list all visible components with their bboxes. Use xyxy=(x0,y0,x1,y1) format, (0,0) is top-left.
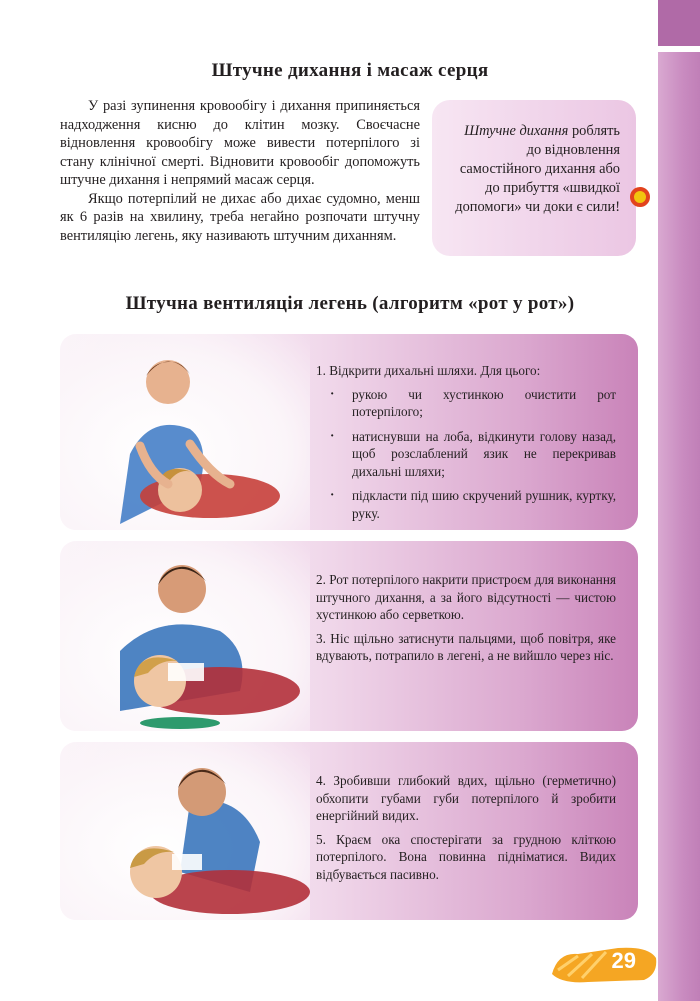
definition-callout xyxy=(432,100,636,256)
section-title-ventilation: Штучна вентиляція легень (алгоритм «рот у рот») xyxy=(125,293,575,314)
step-1-bullets xyxy=(316,386,616,523)
edge-stripe-notch xyxy=(658,46,700,52)
page-edge-stripe xyxy=(658,0,700,1001)
step-2-text xyxy=(316,571,616,671)
step-2-item-3: 3. Ніс щільно затиснути пальцями, щоб повітря, яке вдувають, потрапило в легені, а не вийшло через ніс. xyxy=(316,630,616,663)
intro-paragraph-2: Якщо потерпілий не дихає або дихає судомно, менш як 6 разів на хвилину, треба негайно розпочати штучну вентиляцію легень, яку називають штучним диханням. xyxy=(60,190,420,244)
step-3-text xyxy=(316,772,616,889)
rescuer-illustration-icon xyxy=(60,541,310,731)
rescuer-illustration-icon xyxy=(60,742,310,920)
page-number: 29 xyxy=(611,948,636,973)
step-1-text xyxy=(316,362,616,529)
step-3-item-5: 5. Краєм ока спостерігати за грудною кліткою потерпілого. Вона повинна підніматися. Видих відбувається пасивно. xyxy=(316,831,616,882)
callout-definition: роблять до відновлення самостійного дихання або до прибуття «швидкої допомоги» чи доки є сили! xyxy=(455,123,620,215)
brush-stroke-icon xyxy=(548,944,660,984)
edge-stripe-band xyxy=(658,0,700,46)
intro-text xyxy=(60,97,420,245)
rescuer-illustration-icon xyxy=(60,334,310,530)
step-2-item-2: 2. Рот потерпілого накрити пристроєм для виконання штучного дихання, а за його відсутності — чистою хустинкою або серветкою. xyxy=(316,572,616,622)
list-item: · підкласти під шию скручений рушник, куртку, руку. xyxy=(316,487,616,522)
step-card-3 xyxy=(60,742,638,920)
step-3-item-4: 4. Зробивши глибокий вдих, щільно (герметично) обхопити губами губи потерпілого й зробити енергійний видих. xyxy=(316,773,616,823)
intro-paragraph-1: У разі зупинення кровообігу і дихання припиняється надходження кисню до клітин мозку. Своєчасне відновлення кровообігу може вивести потерпілого зі стану клінічної смерті. Відновити кровообіг допоможуть штучне дихання і непрямий масаж серця. xyxy=(60,98,420,188)
step-card-2 xyxy=(60,541,638,731)
section-title-heart-massage: Штучне дихання і масаж серця xyxy=(211,60,489,81)
step-card-1 xyxy=(60,334,638,530)
callout-term: Штучне дихання xyxy=(464,123,569,139)
step-1-intro: 1. Відкрити дихальні шляхи. Для цього: xyxy=(316,363,541,378)
page-number-badge xyxy=(548,944,660,984)
list-item: · натиснувши на лоба, відкинути голову назад, щоб розслаблений язик не перекривав дихальні шляхи; xyxy=(316,428,616,481)
callout-marker-icon xyxy=(630,187,650,207)
list-item: · рукою чи хустинкою очистити рот потерпілого; xyxy=(316,386,616,421)
